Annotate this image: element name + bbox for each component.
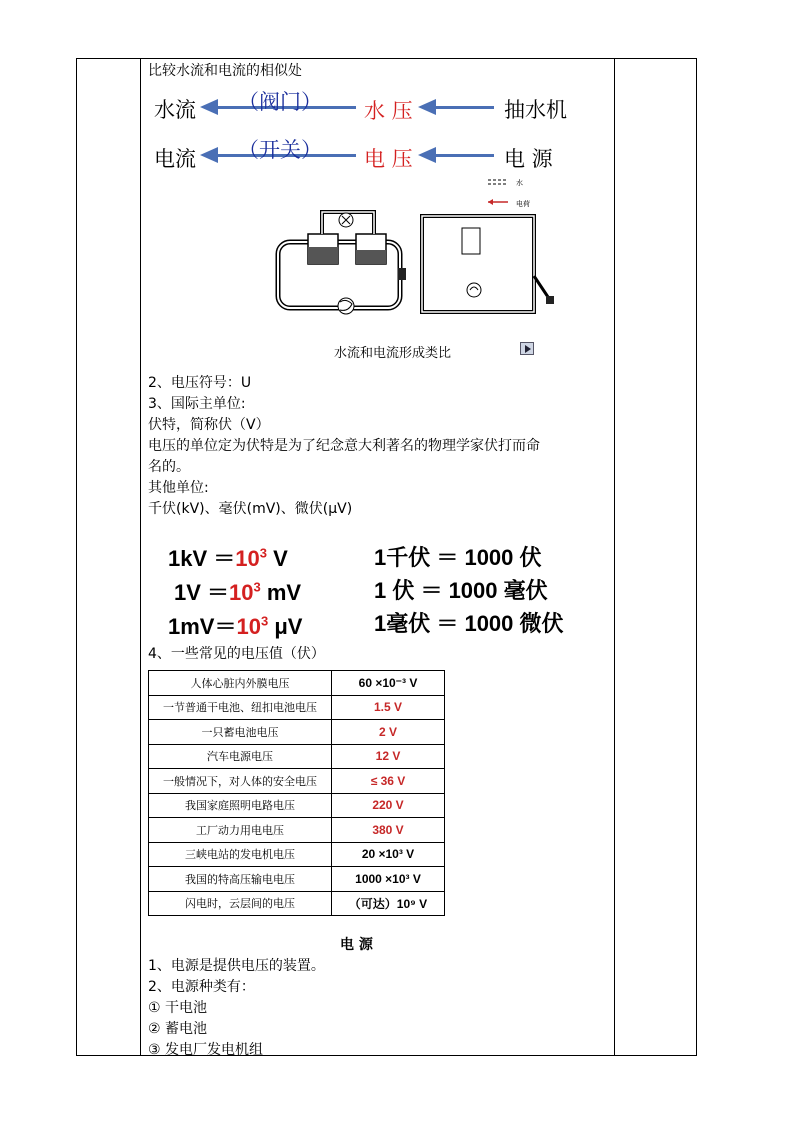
switch-label: （开关） (238, 138, 322, 162)
section-p2: 2、电源种类有： (148, 979, 255, 995)
table-row (149, 720, 445, 745)
text-line-si-unit: 3、国际主单位: (148, 396, 246, 412)
water-pressure-label: 水 压 (364, 99, 413, 123)
formula-v: $1V =10^3$ mV (174, 579, 302, 605)
formula-kv: $1kV =10^3$ V (168, 545, 288, 571)
voltage-label-cell: 三峡电站的发电机电压 (149, 842, 332, 867)
text-line-other-units: 其他单位: (148, 480, 209, 496)
text-line-volt: 伏特，简称伏（V） (148, 417, 270, 433)
legend-water-label: 水 (516, 179, 523, 187)
table-row (149, 867, 445, 892)
text-line-volta-a: 电压的单位定为伏特是为了纪念意大利著名的物理学家伏打而命 (148, 438, 540, 454)
voltage-label-cell: 一般情况下，对人体的安全电压 (149, 769, 332, 794)
voltage-label-cell: 闪电时，云层间的电压 (149, 891, 332, 916)
voltage-value-cell: ≤ 36 V (332, 769, 445, 794)
voltage-value-cell: 1000 ×10³ V (332, 867, 445, 892)
text-line-volta-b: 名的。 (148, 459, 190, 475)
voltage-value-cell: （可达）10⁹ V (332, 891, 445, 916)
voltage-label: 电 压 (364, 147, 413, 171)
table-row (149, 818, 445, 843)
voltage-value-cell: 20 ×10³ V (332, 842, 445, 867)
voltage-label-cell: 汽车电源电压 (149, 744, 332, 769)
voltage-value-cell: 380 V (332, 818, 445, 843)
play-icon[interactable] (520, 342, 534, 355)
column-divider-left (140, 58, 141, 1056)
text-line-symbol: 2、电压符号：U (148, 375, 252, 391)
voltage-value-cell: 12 V (332, 744, 445, 769)
table-row (149, 744, 445, 769)
table-row (149, 769, 445, 794)
table-row (149, 842, 445, 867)
list-item: ① 干电池 (148, 1000, 208, 1016)
table-title: 4、一些常见的电压值（伏） (148, 646, 325, 662)
valve-label: （阀门） (238, 90, 322, 114)
list-item: ② 蓄电池 (148, 1021, 208, 1037)
water-circuit-analogy-figure (270, 172, 560, 322)
table-row (149, 891, 445, 916)
voltage-label-cell: 一节普通干电池、纽扣电池电压 (149, 695, 332, 720)
formula-mv: $1mV=10^3$ μV (168, 613, 303, 639)
voltage-value-cell: 220 V (332, 793, 445, 818)
voltage-label-cell: 我国家庭照明电路电压 (149, 793, 332, 818)
table-row (149, 695, 445, 720)
section-title: 电 源 (340, 937, 373, 953)
power-source-label: 电 源 (504, 147, 553, 171)
voltage-table (148, 670, 445, 916)
current-label: 电流 (154, 147, 196, 171)
formula-cn-3: 1毫伏 ＝ 1000 微伏 (374, 611, 564, 636)
voltage-label-cell: 我国的特高压输电电压 (149, 867, 332, 892)
list-item: ③ 发电厂发电机组 (148, 1042, 264, 1058)
battery (462, 228, 480, 254)
voltage-label-cell: 人体心脏内外膜电压 (149, 671, 332, 696)
water-flow-label: 水流 (154, 98, 196, 122)
voltage-value-cell: 2 V (332, 720, 445, 745)
table-row (149, 793, 445, 818)
section-p1: 1、电源是提供电压的装置。 (148, 958, 325, 974)
arrow-line-4 (434, 154, 494, 157)
voltage-label-cell: 工厂动力用电电压 (149, 818, 332, 843)
voltage-value-cell: 60 ×10⁻³ V (332, 671, 445, 696)
bulb (467, 283, 481, 297)
arrow-line-2 (434, 106, 494, 109)
voltage-value-cell: 1.5 V (332, 695, 445, 720)
formula-cn-2: 1 伏 ＝ 1000 毫伏 (374, 578, 548, 603)
pump-label: 抽水机 (504, 98, 567, 122)
figure-caption: 水流和电流形成类比 (334, 346, 452, 361)
column-divider-right (614, 58, 615, 1056)
formula-cn-1: 1千伏 ＝ 1000 伏 (374, 545, 542, 570)
heading: 比较水流和电流的相似处 (148, 63, 302, 79)
voltage-label-cell: 一只蓄电池电压 (149, 720, 332, 745)
text-line-unit-list: 千伏(kV)、毫伏(mV)、微伏(μV) (148, 501, 353, 517)
legend-charge-label: 电荷 (516, 200, 530, 208)
table-row (149, 671, 445, 696)
